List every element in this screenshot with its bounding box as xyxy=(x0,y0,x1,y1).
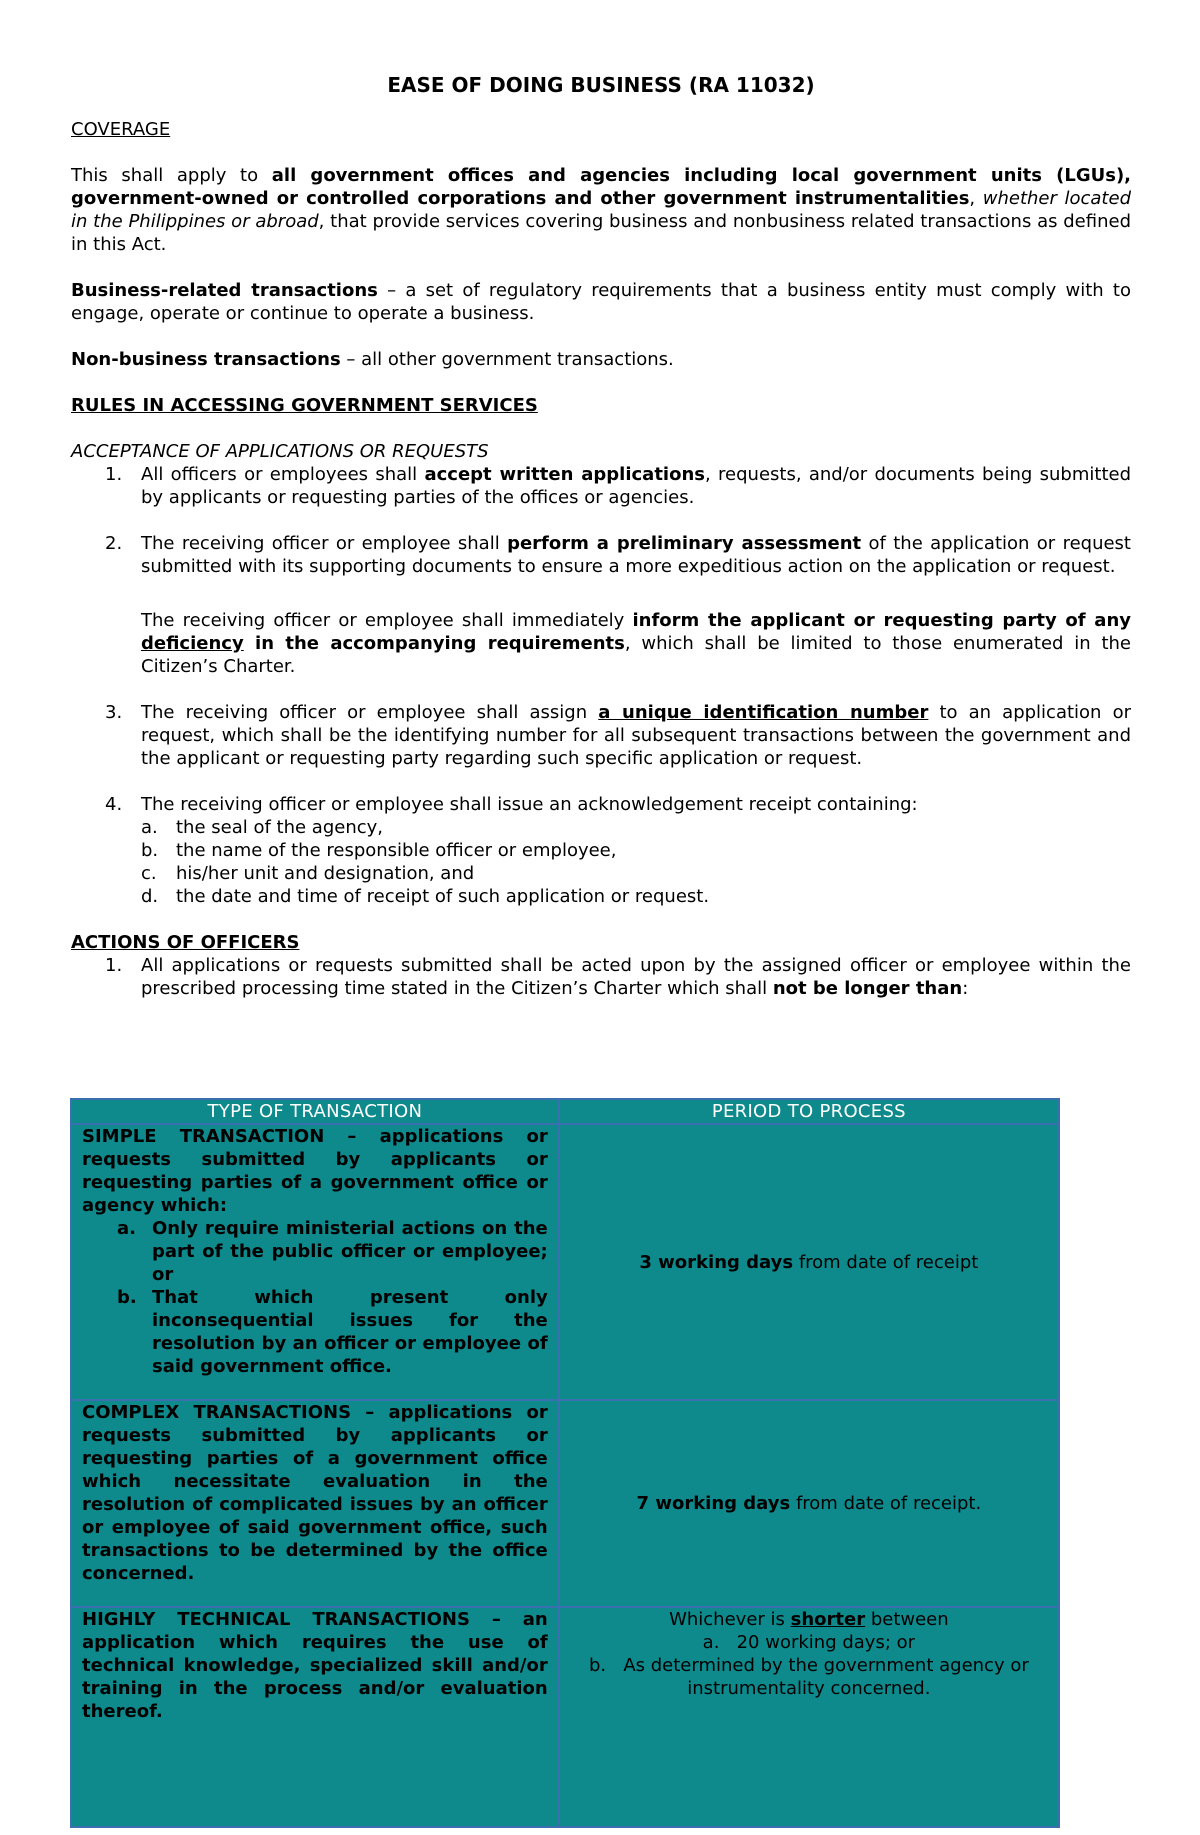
simple-transaction-cell xyxy=(71,1124,559,1400)
business-related-def: – a set of regulatory requirements that a business entity must comply with to engage, operate or continue to operate a business. xyxy=(71,280,1131,324)
receipt-contents-list xyxy=(141,816,1131,908)
item2-paragraph-2 xyxy=(141,609,1131,678)
acceptance-subheading: ACCEPTANCE OF APPLICATIONS OR REQUESTS xyxy=(71,441,489,462)
item3-text-a: The receiving officer or employee shall assign xyxy=(141,702,599,723)
item1-text-c: , requests, and/or documents being submitted by applicants or requesting parties of the offices or agencies. xyxy=(141,464,1131,508)
item4-text-a: The receiving officer or employee shall issue an acknowledgement receipt containing: xyxy=(141,794,918,815)
complex-period-bold: 7 working days xyxy=(636,1493,791,1514)
header-type-of-transaction: TYPE OF TRANSACTION xyxy=(71,1099,559,1124)
list-number: 4. xyxy=(105,794,123,815)
sub-marker: b. xyxy=(117,1287,137,1308)
list-item xyxy=(141,885,1131,908)
sub-text: the seal of the agency, xyxy=(176,817,384,838)
item2-bold-underline: deficiency xyxy=(141,633,244,654)
list-item xyxy=(71,532,1131,678)
technical-transaction-text: HIGHLY TECHNICAL TRANSACTIONS – an application which requires the use of technical knowledge, specialized skill and/or training in the process and/or evaluation thereof. xyxy=(82,1609,548,1722)
simple-transaction-text: SIMPLE TRANSACTION – applications or requests submitted by applicants or requesting parties of a government office or agency which: xyxy=(82,1126,548,1216)
list-number: 2. xyxy=(105,533,123,554)
sub-text: That which present only inconsequential issues for the resolution by an officer or employee of said government office. xyxy=(152,1287,548,1377)
item2-text-d: The receiving officer or employee shall immediately xyxy=(141,610,633,631)
technical-bold-underline: shorter xyxy=(790,1609,866,1630)
actions-text-a: All applications or requests submitted shall be acted upon by the assigned officer or employee within the prescribed processing time stated in the Citizen’s Charter which shall xyxy=(141,955,1131,999)
table-header-row xyxy=(71,1099,1059,1124)
list-item xyxy=(71,701,1131,770)
simple-period-cell xyxy=(559,1124,1059,1400)
sub-text: his/her unit and designation, and xyxy=(176,863,475,884)
sub-text: the name of the responsible officer or employee, xyxy=(176,840,617,861)
sub-marker: a. xyxy=(702,1632,720,1653)
non-business-term: Non-business transactions xyxy=(71,349,341,370)
technical-period-sublist xyxy=(570,1631,1048,1700)
sub-text: 20 working days; or xyxy=(736,1632,916,1653)
actions-list xyxy=(71,954,1131,1000)
list-item xyxy=(82,1217,548,1286)
list-number: 3. xyxy=(105,702,123,723)
item1-text-a: All officers or employees shall xyxy=(141,464,425,485)
simple-period-text: from date of receipt xyxy=(793,1251,979,1273)
list-item xyxy=(71,793,1131,908)
item2-text-h: , which shall be limited to those enumerated in the Citizen’s Charter. xyxy=(141,633,1131,677)
rules-heading: RULES IN ACCESSING GOVERNMENT SERVICES xyxy=(71,395,538,416)
non-business-def: – all other government transactions. xyxy=(340,349,674,370)
complex-period-text: from date of receipt. xyxy=(790,1493,982,1514)
sub-marker: a. xyxy=(117,1218,136,1239)
sub-marker: d. xyxy=(141,886,159,907)
actions-heading: ACTIONS OF OFFICERS xyxy=(71,932,300,953)
sub-text: As determined by the government agency or instrumentality concerned. xyxy=(623,1655,1029,1699)
simple-period-bold: 3 working days xyxy=(639,1251,794,1273)
coverage-text-2: , xyxy=(969,188,983,209)
item2-bold-g: in the accompanying requirements xyxy=(243,633,625,654)
sub-marker: b. xyxy=(588,1655,607,1676)
list-item xyxy=(71,954,1131,1000)
list-number: 1. xyxy=(105,464,123,485)
coverage-italic-location: whether located in the Philippines or abroad xyxy=(71,188,1131,232)
complex-transaction-cell xyxy=(71,1400,559,1607)
actions-text-c: : xyxy=(962,978,969,999)
item1-bold: accept written applications xyxy=(424,464,705,485)
item2-text-c: of the application or request submitted with its supporting documents to ensure a more expeditious action on the application or request. xyxy=(141,533,1131,577)
complex-transaction-text: COMPLEX TRANSACTIONS – applications or requests submitted by applicants or requesting parties of a government office which necessitate evaluation in the resolution of complicated issues by an officer or employee of said government office, such transactions to be determined by the office concerned. xyxy=(82,1402,548,1584)
acceptance-list xyxy=(71,463,1131,908)
coverage-heading: COVERAGE xyxy=(71,119,171,140)
table-row xyxy=(71,1400,1059,1607)
list-item xyxy=(71,463,1131,509)
header-period-to-process: PERIOD TO PROCESS xyxy=(559,1099,1059,1124)
technical-period-intro xyxy=(570,1608,1048,1631)
coverage-text-3: , that provide services covering business and nonbusiness related transactions as defined in this Act. xyxy=(71,211,1131,255)
sub-marker: b. xyxy=(141,840,159,861)
sub-marker: c. xyxy=(141,863,157,884)
item3-bold-underline: a unique identification number xyxy=(598,702,929,723)
actions-bold: not be longer than xyxy=(772,978,963,999)
item2-bold: perform a preliminary assessment xyxy=(507,533,862,554)
business-related-term: Business-related transactions xyxy=(71,280,378,301)
list-item xyxy=(570,1631,1048,1654)
coverage-bold-scope: all government offices and agencies including local government units (LGUs), government-owned or controlled corporations and other government instrumentalities xyxy=(71,165,1132,209)
list-number: 1. xyxy=(105,955,123,976)
list-item xyxy=(141,839,1131,862)
simple-transaction-sublist xyxy=(82,1217,548,1378)
item2-bold-e: inform the applicant or requesting party of any xyxy=(632,610,1132,631)
complex-period-cell xyxy=(559,1400,1059,1607)
non-business-definition xyxy=(71,348,1131,371)
list-item xyxy=(141,816,1131,839)
sub-marker: a. xyxy=(141,817,158,838)
technical-transaction-cell xyxy=(71,1607,559,1827)
sub-text: Only require ministerial actions on the part of the public officer or employee; or xyxy=(152,1218,548,1285)
technical-period-cell xyxy=(559,1607,1059,1827)
sub-text: the date and time of receipt of such application or request. xyxy=(176,886,710,907)
list-item xyxy=(570,1654,1048,1700)
list-item xyxy=(82,1286,548,1378)
item2-text-a: The receiving officer or employee shall xyxy=(141,533,508,554)
document-body xyxy=(71,72,1131,1000)
table-row xyxy=(71,1124,1059,1400)
item3-text-c: to an application or request, which shall be the identifying number for all subsequent transactions between the government and the applicant or requesting party regarding such specific application or request. xyxy=(141,702,1131,769)
list-item xyxy=(141,862,1131,885)
processing-time-table xyxy=(70,1098,1060,1828)
technical-text-a: Whichever is xyxy=(669,1609,791,1630)
coverage-paragraph xyxy=(71,164,1131,256)
table-row xyxy=(71,1607,1059,1827)
business-related-definition xyxy=(71,279,1131,325)
document-title: EASE OF DOING BUSINESS (RA 11032) xyxy=(387,73,815,97)
technical-text-c: between xyxy=(865,1609,949,1630)
coverage-text-1: This shall apply to xyxy=(71,165,272,186)
